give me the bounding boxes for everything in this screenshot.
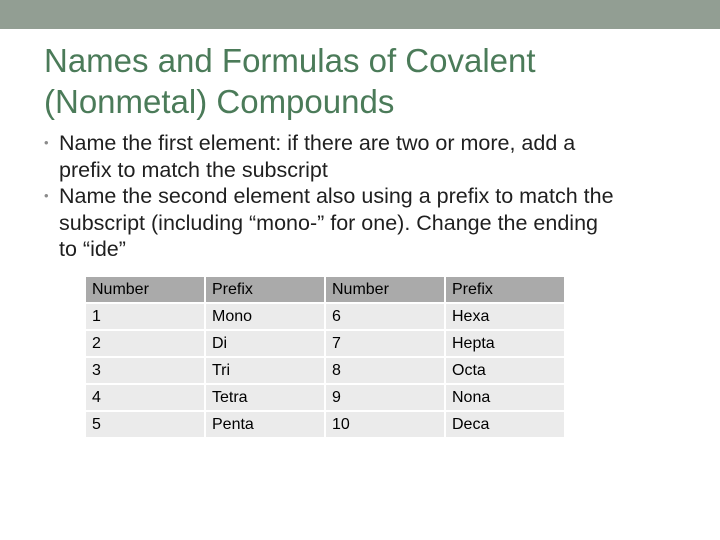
- slide-title-line-2: (Nonmetal) Compounds: [44, 83, 395, 120]
- table-cell-prefix: Penta: [206, 412, 324, 437]
- bullet-item-first-element: [44, 130, 694, 183]
- table-cell-prefix: Di: [206, 331, 324, 356]
- table-cell-prefix: Hepta: [446, 331, 564, 356]
- header-cell-prefix: Prefix: [446, 277, 564, 302]
- bullet-text-line: prefix to match the subscript: [59, 157, 328, 182]
- table-cell-prefix: Octa: [446, 358, 564, 383]
- table-cell-prefix: Tetra: [206, 385, 324, 410]
- bullet-icon: •: [44, 188, 49, 203]
- table-row: [86, 358, 564, 383]
- prefix-table: [84, 275, 566, 439]
- table-header-row: [86, 277, 564, 302]
- table-cell-number: 6: [326, 304, 444, 329]
- table-cell-number: 7: [326, 331, 444, 356]
- bullet-text-line: Name the first element: if there are two or more, add a: [59, 131, 576, 155]
- bullet-icon: •: [44, 135, 49, 150]
- slide-title: [44, 40, 684, 122]
- table-cell-prefix: Mono: [206, 304, 324, 329]
- table-cell-prefix: Deca: [446, 412, 564, 437]
- table-row: [86, 385, 564, 410]
- table-cell-number: 8: [326, 358, 444, 383]
- table-cell-prefix: Nona: [446, 385, 564, 410]
- table-row: [86, 412, 564, 437]
- bullet-text-line: subscript (including “mono-” for one). Change the ending: [59, 210, 598, 235]
- table-cell-number: 3: [86, 358, 204, 383]
- header-cell-prefix: Prefix: [206, 277, 324, 302]
- table-cell-number: 1: [86, 304, 204, 329]
- bullet-text-line: to “ide”: [59, 237, 126, 261]
- table-cell-number: 2: [86, 331, 204, 356]
- table-cell-number: 5: [86, 412, 204, 437]
- slide-title-line-1: Names and Formulas of Covalent: [44, 42, 536, 79]
- top-banner: [0, 0, 720, 29]
- table-cell-prefix: Tri: [206, 358, 324, 383]
- table-cell-prefix: Hexa: [446, 304, 564, 329]
- bullet-item-second-element: [44, 183, 694, 263]
- bullet-text-line: Name the second element also using a prefix to match the: [59, 184, 614, 208]
- table-cell-number: 9: [326, 385, 444, 410]
- bullet-list: [44, 130, 694, 263]
- table-row: [86, 304, 564, 329]
- header-cell-number: Number: [86, 277, 204, 302]
- header-cell-number: Number: [326, 277, 444, 302]
- table-row: [86, 331, 564, 356]
- table-cell-number: 4: [86, 385, 204, 410]
- table-cell-number: 10: [326, 412, 444, 437]
